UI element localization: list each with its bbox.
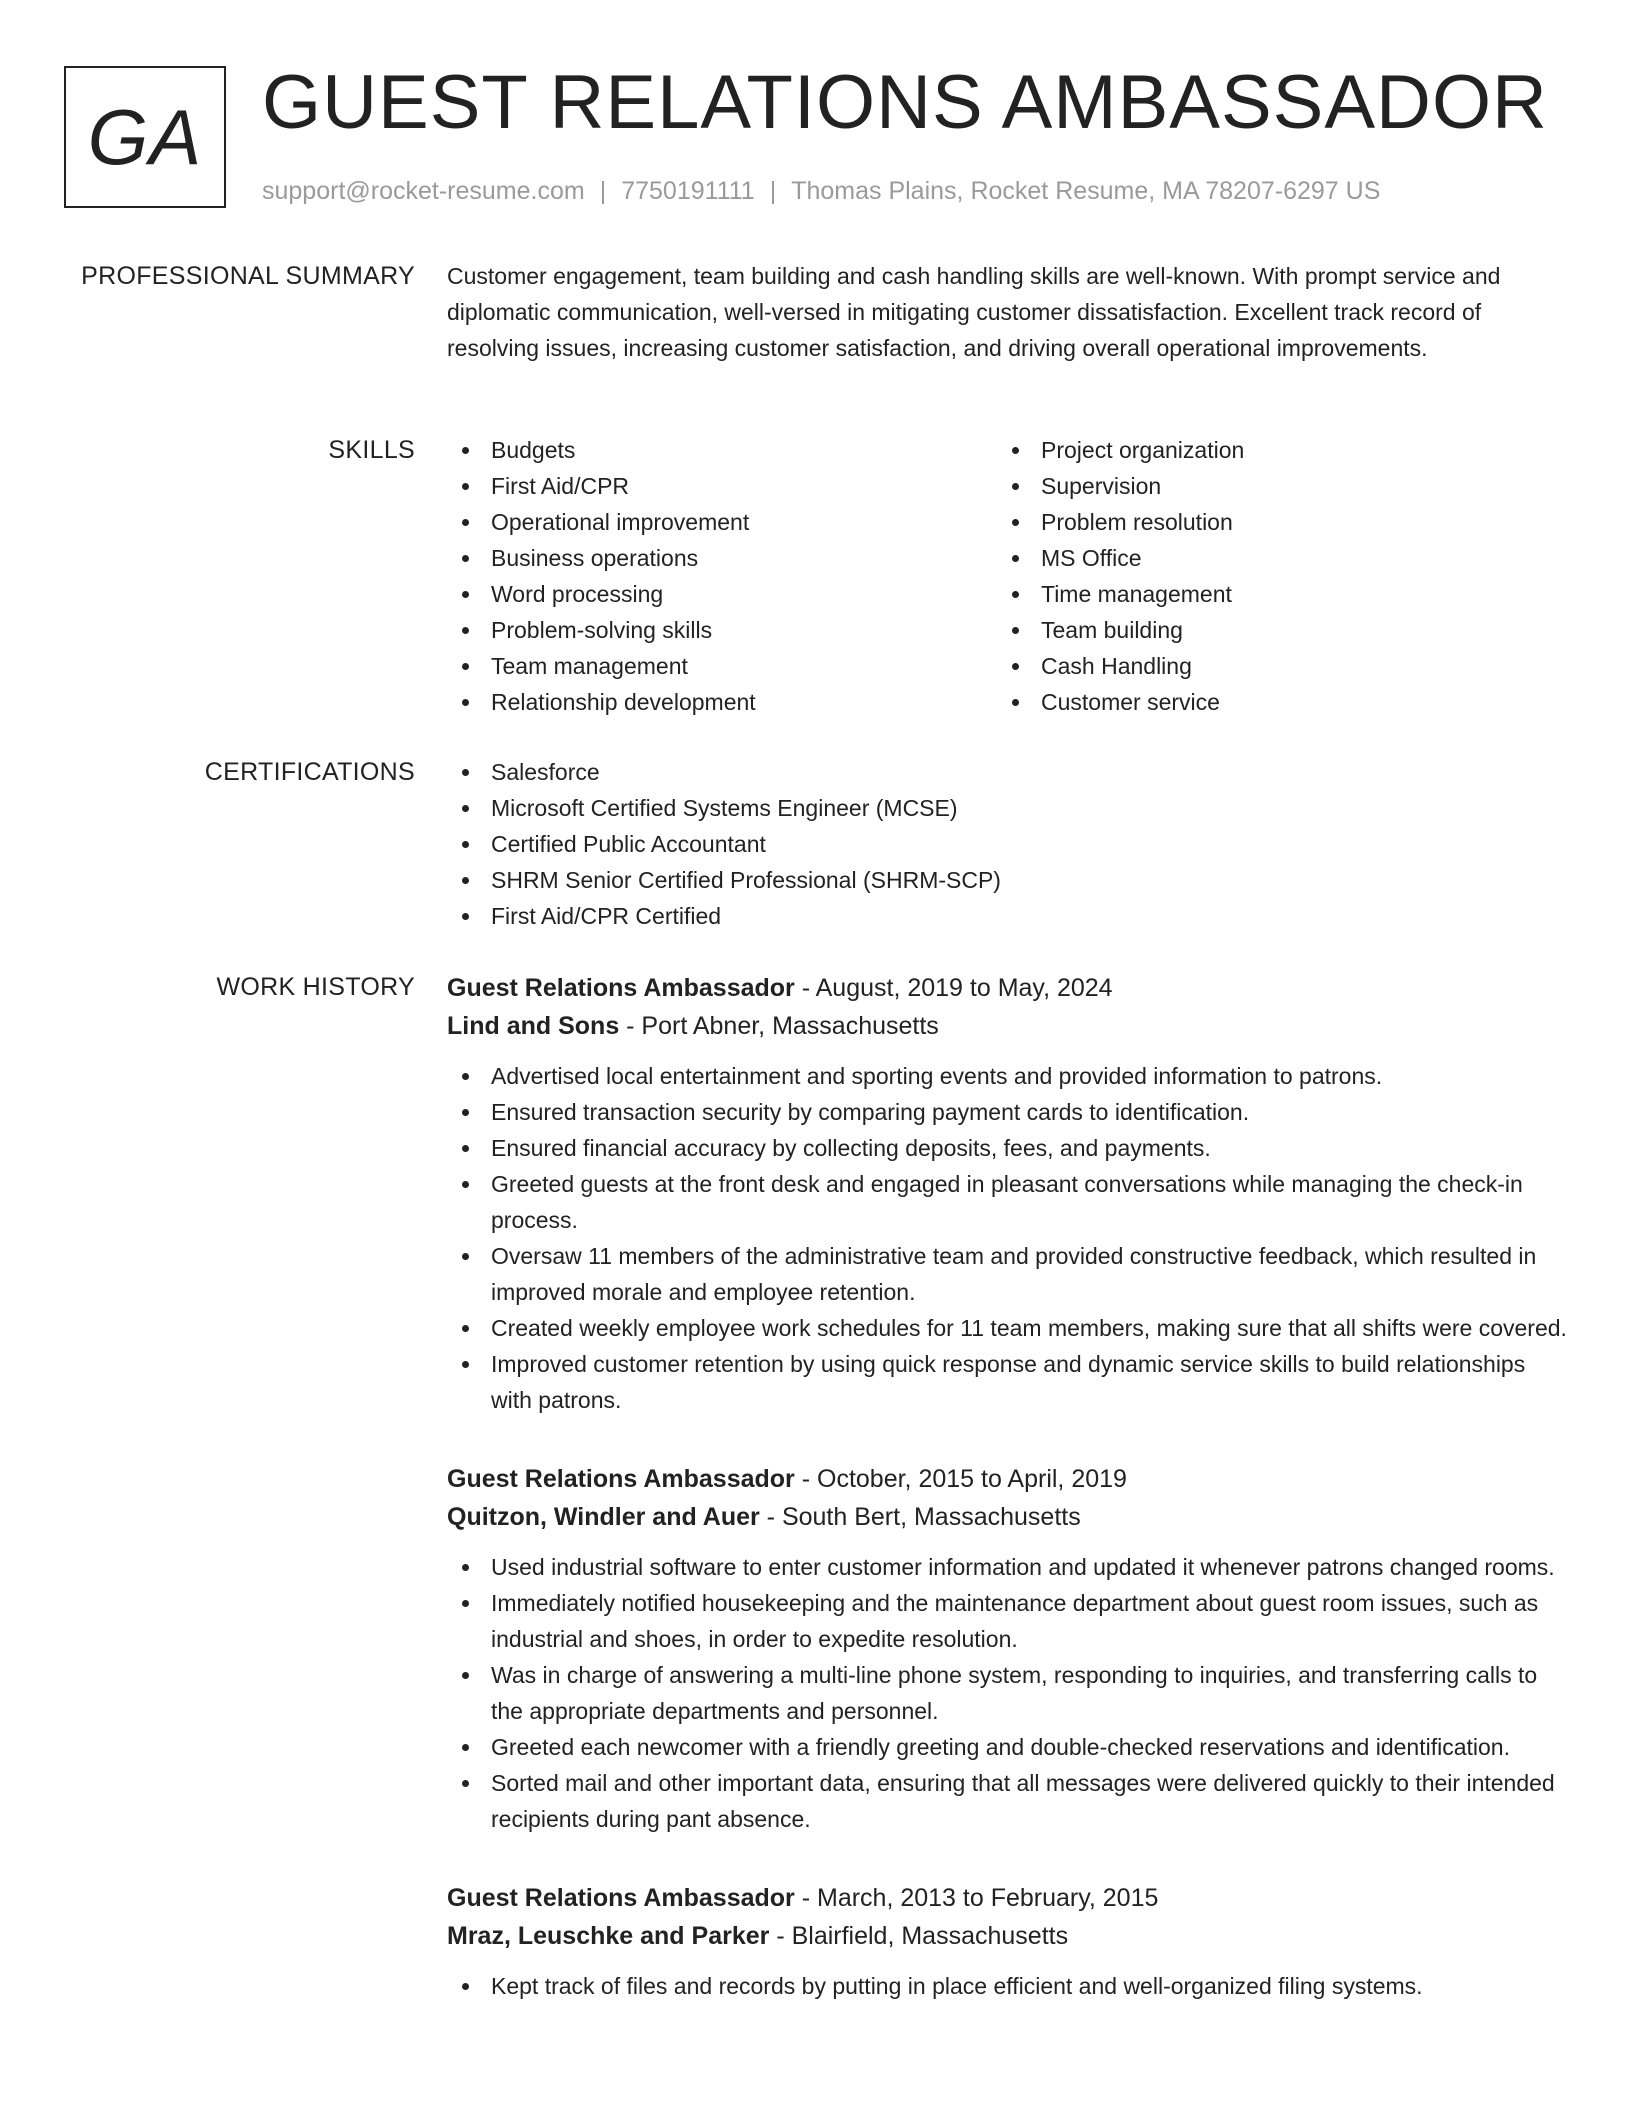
certification-item: Microsoft Certified Systems Engineer (MCSE) — [447, 790, 1567, 826]
certifications-list — [447, 754, 1567, 934]
job-bullet: Sorted mail and other important data, ensuring that all messages were delivered quickly to their intended recipients during pant absence. — [447, 1765, 1567, 1837]
skill-item: Supervision — [997, 468, 1547, 504]
job-bullets — [447, 1058, 1567, 1418]
job-dates: - August, 2019 to May, 2024 — [794, 974, 1113, 1002]
skill-item: Customer service — [997, 684, 1547, 720]
job-location: - Port Abner, Massachusetts — [619, 1012, 939, 1040]
job-entry — [447, 1460, 1567, 1837]
job-dates: - October, 2015 to April, 2019 — [794, 1465, 1127, 1493]
job-company: Lind and Sons — [447, 1012, 620, 1040]
job-bullet: Greeted guests at the front desk and engaged in pleasant conversations while managing the check-in process. — [447, 1166, 1567, 1238]
job-company-line — [447, 1498, 1567, 1536]
summary-text: Customer engagement, team building and cash handling skills are well-known. With prompt service and diplomatic communication, well-versed in mitigating customer dissatisfaction. Excellent track record of resolving issues, increasing customer satisfaction, and driving overall operational improvements. — [447, 263, 1501, 361]
skill-item: MS Office — [997, 540, 1547, 576]
contact-separator: | — [769, 177, 777, 205]
section-label-certifications: CERTIFICATIONS — [204, 758, 415, 786]
certification-item: Salesforce — [447, 754, 1567, 790]
job-entry — [447, 1879, 1567, 2004]
skill-item: Word processing — [447, 576, 997, 612]
certification-item: First Aid/CPR Certified — [447, 898, 1567, 934]
job-title: Guest Relations Ambassador — [447, 1465, 795, 1493]
job-bullet: Advertised local entertainment and sporting events and provided information to patrons. — [447, 1058, 1567, 1094]
job-bullet: Created weekly employee work schedules for 11 team members, making sure that all shifts were covered. — [447, 1310, 1567, 1346]
section-label-work-history: WORK HISTORY — [216, 973, 415, 1001]
contact-address: Thomas Plains, Rocket Resume, MA 78207-6297 US — [791, 177, 1381, 205]
contact-separator: | — [599, 177, 607, 205]
job-location: - Blairfield, Massachusetts — [769, 1922, 1069, 1950]
certifications-body — [447, 754, 1567, 934]
skill-item: Time management — [997, 576, 1547, 612]
skill-item: Business operations — [447, 540, 997, 576]
skills-list-right — [997, 432, 1547, 720]
summary-body — [447, 258, 1567, 366]
certification-item: Certified Public Accountant — [447, 826, 1567, 862]
contact-phone[interactable]: 7750191111 — [621, 177, 755, 205]
skills-list-left — [447, 432, 997, 720]
job-bullet: Kept track of files and records by putting in place efficient and well-organized filing systems. — [447, 1968, 1567, 2004]
job-title: Guest Relations Ambassador — [447, 1884, 795, 1912]
skill-item: Budgets — [447, 432, 997, 468]
job-title: Guest Relations Ambassador — [447, 974, 795, 1002]
job-title-line — [447, 969, 1567, 1007]
job-bullet: Immediately notified housekeeping and the maintenance department about guest room issues, such as industrial and shoes, in order to expedite resolution. — [447, 1585, 1567, 1657]
skill-item: Team management — [447, 648, 997, 684]
skill-item: Operational improvement — [447, 504, 997, 540]
skills-grid — [447, 432, 1567, 720]
section-label-summary: PROFESSIONAL SUMMARY — [81, 262, 415, 290]
job-bullet: Used industrial software to enter customer information and updated it whenever patrons changed rooms. — [447, 1549, 1567, 1585]
job-bullets — [447, 1968, 1567, 2004]
job-company-line — [447, 1917, 1567, 1955]
job-company: Mraz, Leuschke and Parker — [447, 1922, 770, 1950]
job-location: - South Bert, Massachusetts — [759, 1503, 1081, 1531]
skill-item: First Aid/CPR — [447, 468, 997, 504]
job-entry — [447, 969, 1567, 1418]
page-title: GUEST RELATIONS AMBASSADOR — [262, 60, 1548, 145]
job-bullet: Oversaw 11 members of the administrative team and provided constructive feedback, which resulted in improved morale and employee retention. — [447, 1238, 1567, 1310]
work-history-body — [447, 969, 1567, 2046]
contact-line — [262, 174, 1380, 208]
job-company-line — [447, 1007, 1567, 1045]
job-bullet: Ensured transaction security by comparing payment cards to identification. — [447, 1094, 1567, 1130]
skill-item: Cash Handling — [997, 648, 1547, 684]
job-bullet: Was in charge of answering a multi-line phone system, responding to inquiries, and transferring calls to the appropriate departments and personnel. — [447, 1657, 1567, 1729]
skill-item: Problem-solving skills — [447, 612, 997, 648]
skill-item: Problem resolution — [997, 504, 1547, 540]
monogram-logo: GA — [64, 66, 226, 208]
skill-item: Relationship development — [447, 684, 997, 720]
section-label-skills: SKILLS — [328, 436, 415, 464]
certification-item: SHRM Senior Certified Professional (SHRM-SCP) — [447, 862, 1567, 898]
skill-item: Project organization — [997, 432, 1547, 468]
job-bullets — [447, 1549, 1567, 1837]
job-title-line — [447, 1460, 1567, 1498]
job-dates: - March, 2013 to February, 2015 — [794, 1884, 1159, 1912]
job-bullet: Improved customer retention by using quick response and dynamic service skills to build relationships with patrons. — [447, 1346, 1567, 1418]
job-company: Quitzon, Windler and Auer — [447, 1503, 760, 1531]
skill-item: Team building — [997, 612, 1547, 648]
contact-email[interactable]: support@rocket-resume.com — [262, 177, 585, 205]
job-bullet: Ensured financial accuracy by collecting deposits, fees, and payments. — [447, 1130, 1567, 1166]
job-bullet: Greeted each newcomer with a friendly greeting and double-checked reservations and identification. — [447, 1729, 1567, 1765]
job-title-line — [447, 1879, 1567, 1917]
